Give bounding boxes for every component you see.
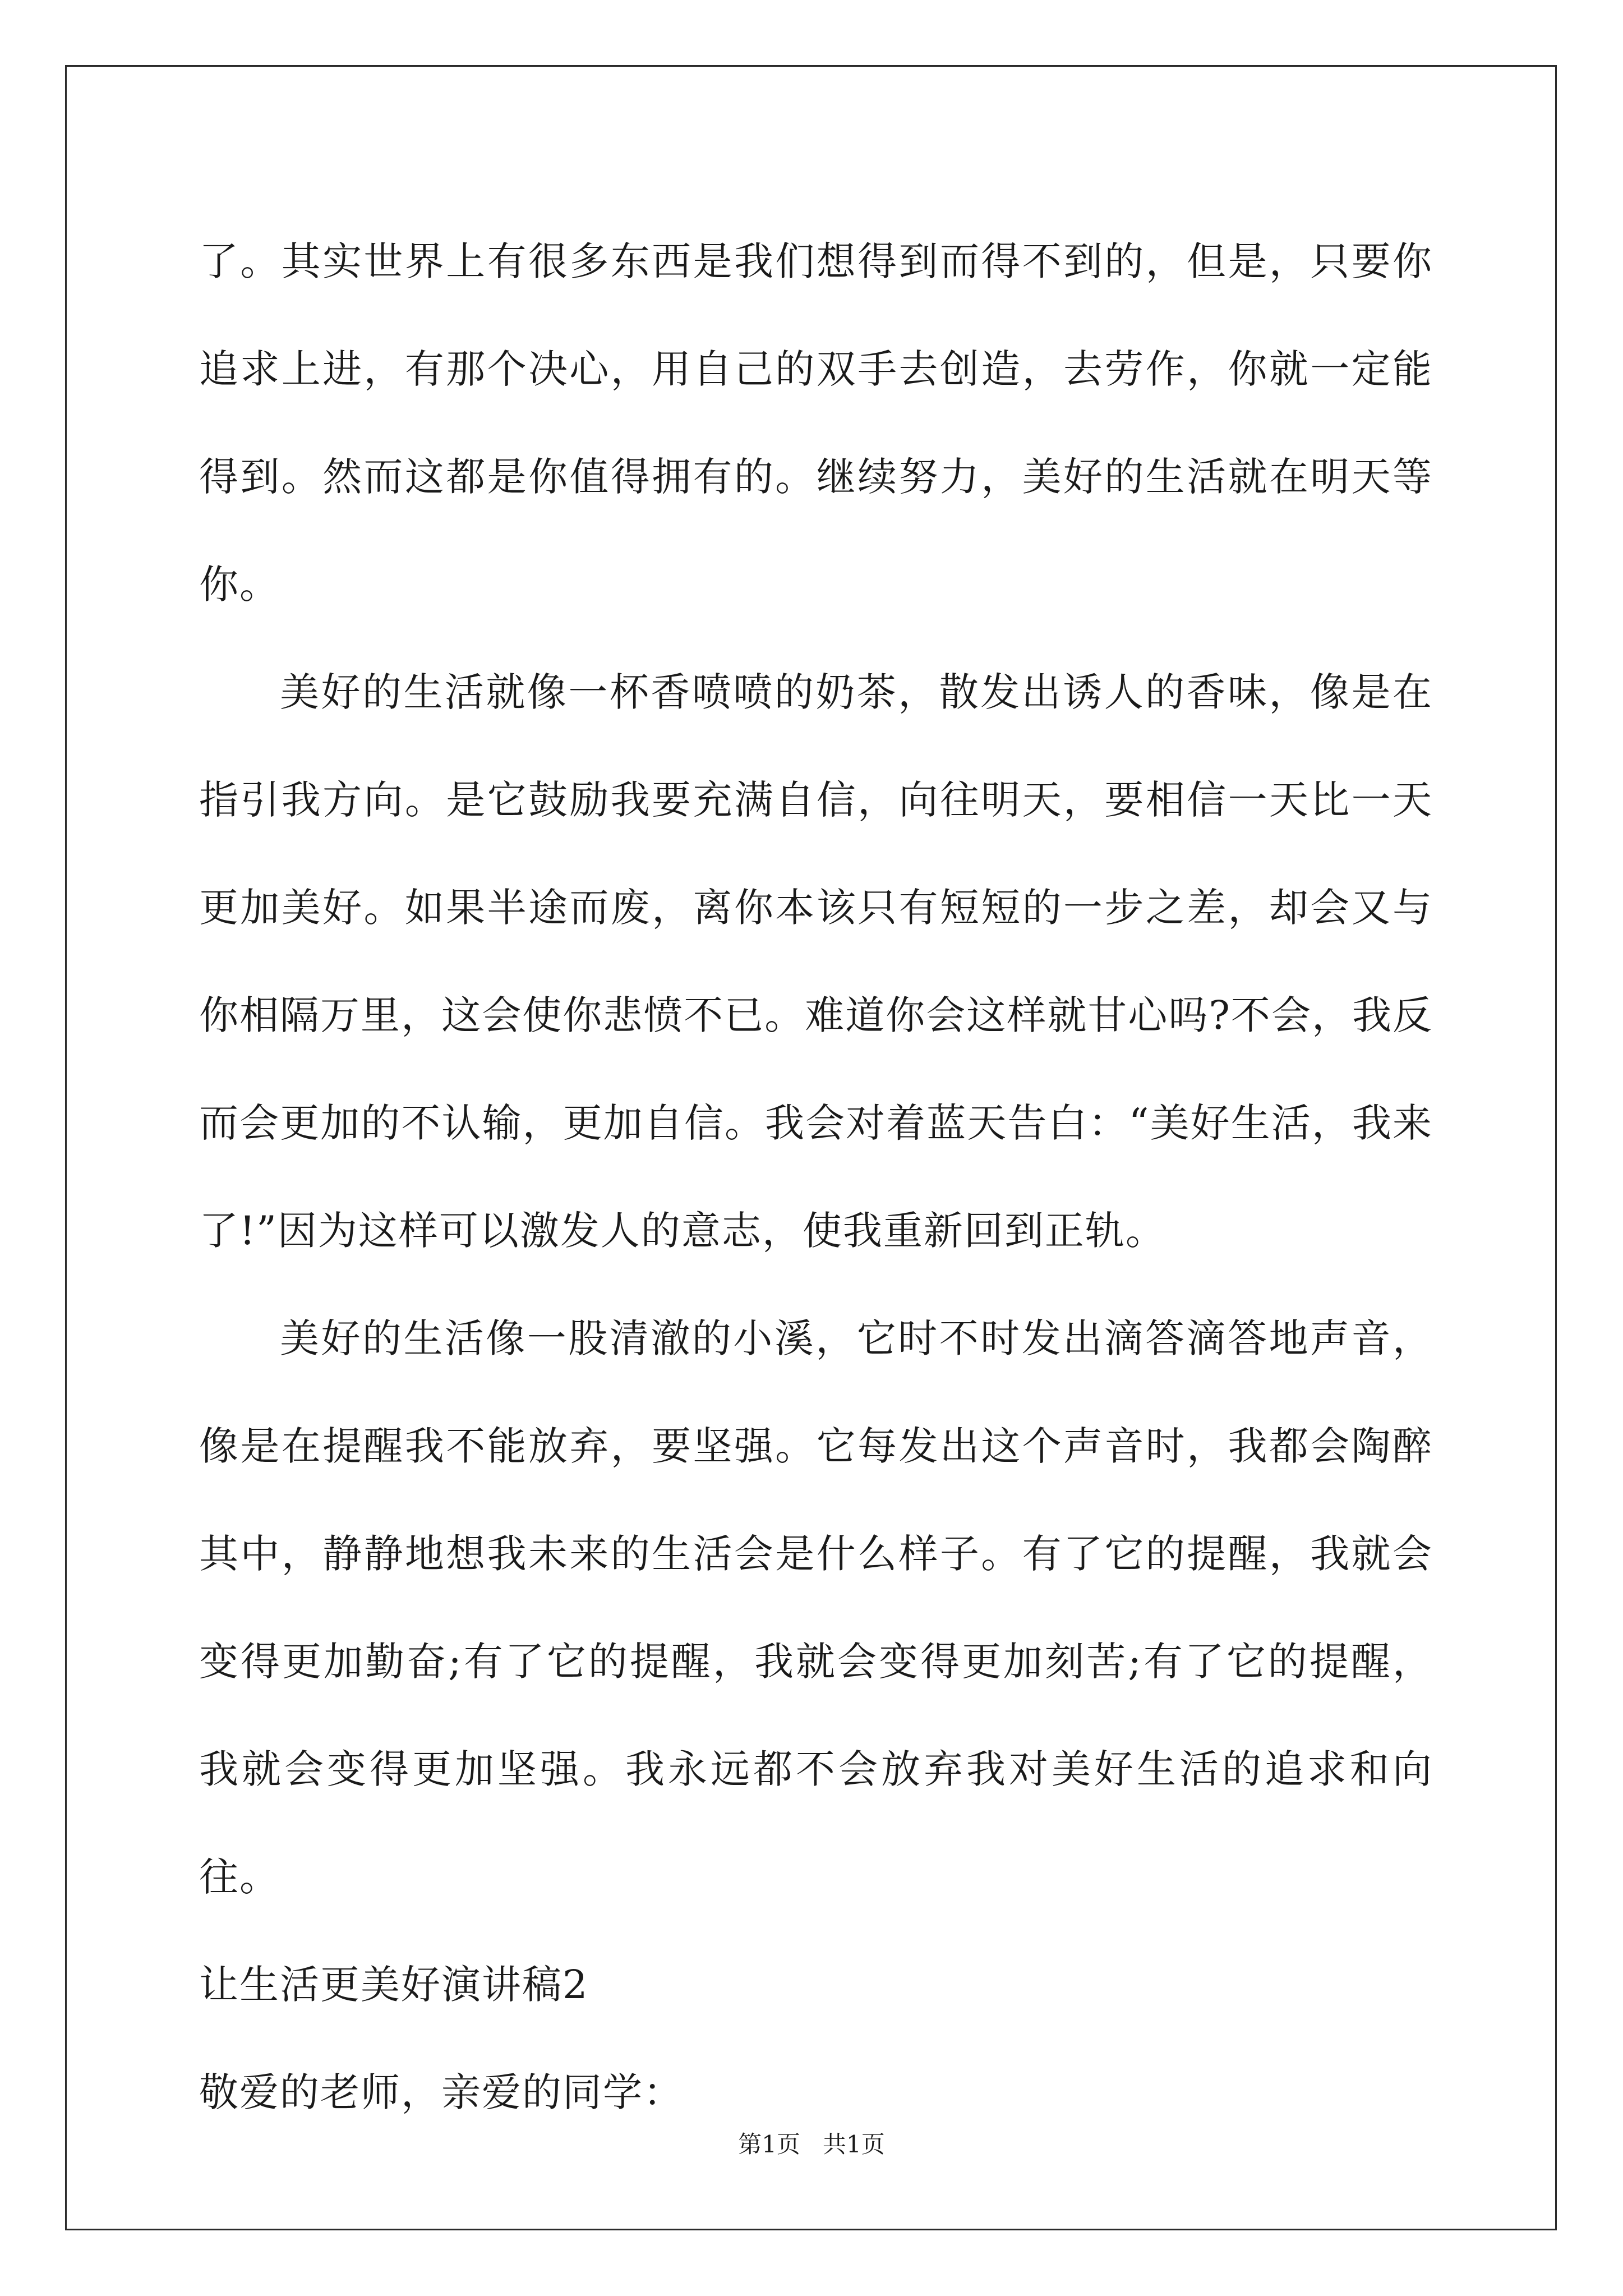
salutation: 敬爱的老师，亲爱的同学： <box>199 2069 684 2115</box>
page-footer <box>0 2126 1623 2160</box>
paragraph-1: 了。其实世界上有很多东西是我们想得到而得不到的，但是，只要你追求上进，有那个决心，用自己的双手去创造，去劳作，你就一定能得到。然而这都是你值得拥有的。继续努力，美好的生活就在明天等你。 <box>199 238 1433 608</box>
document-body <box>199 208 1433 2146</box>
paragraph-2: 美好的生活就像一杯香喷喷的奶茶，散发出诱人的香味，像是在指引我方向。是它鼓励我要充满自信，向往明天，要相信一天比一天更加美好。如果半途而废，离你本该只有短短的一步之差，却会又与你相隔万里，这会使你悲愤不已。难道你会这样就甘心吗?不会，我反而会更加的不认输，更加自信。我会对着蓝天告白：“美好生活，我来了!”因为这样可以激发人的意志，使我重新回到正轨。 <box>199 669 1433 1254</box>
page-number: 第1页 <box>738 2131 800 2158</box>
section-heading: 让生活更美好演讲稿2 <box>199 1962 589 2008</box>
page-total: 共1页 <box>823 2131 885 2158</box>
paragraph-3: 美好的生活像一股清澈的小溪，它时不时发出滴答滴答地声音，像是在提醒我不能放弃，要坚强。它每发出这个声音时，我都会陶醉其中，静静地想我未来的生活会是什么样子。有了它的提醒，我就会变得更加勤奋;有了它的提醒，我就会变得更加刻苦;有了它的提醒，我就会变得更加坚强。我永远都不会放弃我对美好生活的追求和向往。 <box>199 1315 1433 1900</box>
